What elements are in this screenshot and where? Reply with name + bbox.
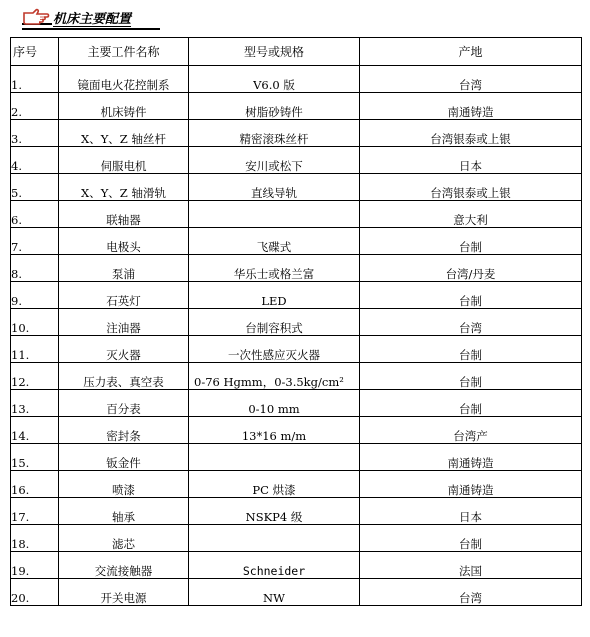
cell-origin: 台湾/丹麦 xyxy=(360,255,582,282)
cell-origin: 日本 xyxy=(360,498,582,525)
cell-no: 19. xyxy=(11,552,59,579)
header-origin: 产地 xyxy=(360,38,582,66)
cell-model: LED xyxy=(189,282,360,309)
cell-part-name: 电极头 xyxy=(59,228,189,255)
table-row xyxy=(11,282,582,309)
table-header-row xyxy=(11,38,582,66)
cell-no: 9. xyxy=(11,282,59,309)
cell-origin: 台制 xyxy=(360,363,582,390)
cell-no: 13. xyxy=(11,390,59,417)
heading-underline xyxy=(22,28,160,30)
table-row xyxy=(11,201,582,228)
cell-origin: 台湾银泰或上银 xyxy=(360,174,582,201)
cell-origin: 南通铸造 xyxy=(360,444,582,471)
cell-model: 树脂砂铸件 xyxy=(189,93,360,120)
cell-origin: 台湾产 xyxy=(360,417,582,444)
cell-no: 5. xyxy=(11,174,59,201)
table-row xyxy=(11,444,582,471)
cell-origin: 台制 xyxy=(360,282,582,309)
cell-model: 0-10 mm xyxy=(189,390,360,417)
cell-origin: 南通铸造 xyxy=(360,93,582,120)
cell-origin: 台制 xyxy=(360,336,582,363)
cell-no: 18. xyxy=(11,525,59,552)
cell-part-name: 滤芯 xyxy=(59,525,189,552)
cell-origin: 台湾 xyxy=(360,309,582,336)
table-row xyxy=(11,363,582,390)
cell-no: 16. xyxy=(11,471,59,498)
table-row xyxy=(11,147,582,174)
cell-no: 11. xyxy=(11,336,59,363)
cell-model: PC 烘漆 xyxy=(189,471,360,498)
header-part-name: 主要工件名称 xyxy=(59,38,189,66)
cell-no: 20. xyxy=(11,579,59,606)
cell-no: 2. xyxy=(11,93,59,120)
cell-part-name: 镜面电火花控制系 xyxy=(59,66,189,93)
cell-part-name: 开关电源 xyxy=(59,579,189,606)
cell-origin: 台制 xyxy=(360,228,582,255)
cell-part-name: 交流接触器 xyxy=(59,552,189,579)
cell-model: 飞碟式 xyxy=(189,228,360,255)
table-row xyxy=(11,417,582,444)
cell-part-name: 伺服电机 xyxy=(59,147,189,174)
cell-model xyxy=(189,444,360,471)
table-row xyxy=(11,309,582,336)
cell-part-name: 压力表、真空表 xyxy=(59,363,189,390)
cell-part-name: 注油器 xyxy=(59,309,189,336)
cell-no: 7. xyxy=(11,228,59,255)
cell-model: V6.0 版 xyxy=(189,66,360,93)
cell-part-name: 灭火器 xyxy=(59,336,189,363)
cell-origin: 南通铸造 xyxy=(360,471,582,498)
cell-origin: 台制 xyxy=(360,390,582,417)
cell-model: 一次性感应灭火器 xyxy=(189,336,360,363)
cell-part-name: 密封条 xyxy=(59,417,189,444)
cell-part-name: 泵浦 xyxy=(59,255,189,282)
table-row xyxy=(11,552,582,579)
cell-origin: 法国 xyxy=(360,552,582,579)
cell-model xyxy=(189,201,360,228)
cell-origin: 台湾 xyxy=(360,579,582,606)
cell-no: 12. xyxy=(11,363,59,390)
table-row xyxy=(11,390,582,417)
cell-no: 10. xyxy=(11,309,59,336)
cell-model: NSKP4 级 xyxy=(189,498,360,525)
table-row xyxy=(11,120,582,147)
table-row xyxy=(11,579,582,606)
page-title: 机床主要配置 xyxy=(53,11,132,27)
cell-no: 1. xyxy=(11,66,59,93)
cell-no: 4. xyxy=(11,147,59,174)
cell-part-name: 喷漆 xyxy=(59,471,189,498)
cell-no: 6. xyxy=(11,201,59,228)
table-row xyxy=(11,471,582,498)
cell-model: 直线导轨 xyxy=(189,174,360,201)
cell-origin: 日本 xyxy=(360,147,582,174)
spec-table xyxy=(10,37,582,606)
cell-no: 3. xyxy=(11,120,59,147)
cell-origin: 台湾银泰或上银 xyxy=(360,120,582,147)
cell-model: 台制容积式 xyxy=(189,309,360,336)
cell-part-name: 石英灯 xyxy=(59,282,189,309)
section-heading xyxy=(22,6,131,28)
cell-part-name: X、Y、Z 轴丝杆 xyxy=(59,120,189,147)
cell-model: 13*16 m/m xyxy=(189,417,360,444)
cell-model: 安川或松下 xyxy=(189,147,360,174)
cell-origin: 意大利 xyxy=(360,201,582,228)
table-row xyxy=(11,336,582,363)
cell-model: 华乐士或格兰富 xyxy=(189,255,360,282)
table-row xyxy=(11,498,582,525)
table-row xyxy=(11,93,582,120)
table-row xyxy=(11,66,582,93)
cell-no: 15. xyxy=(11,444,59,471)
cell-part-name: 轴承 xyxy=(59,498,189,525)
table-row xyxy=(11,174,582,201)
header-no: 序号 xyxy=(11,38,59,66)
header-model: 型号或规格 xyxy=(189,38,360,66)
cell-no: 8. xyxy=(11,255,59,282)
cell-part-name: 百分表 xyxy=(59,390,189,417)
cell-part-name: X、Y、Z 轴滑轨 xyxy=(59,174,189,201)
cell-model: NW xyxy=(189,579,360,606)
cell-part-name: 机床铸件 xyxy=(59,93,189,120)
table-row xyxy=(11,525,582,552)
cell-origin: 台制 xyxy=(360,525,582,552)
cell-part-name: 联轴器 xyxy=(59,201,189,228)
table-row xyxy=(11,255,582,282)
cell-model xyxy=(189,525,360,552)
pointing-hand-icon xyxy=(22,7,52,27)
cell-model: Schneider xyxy=(189,552,360,579)
cell-no: 14. xyxy=(11,417,59,444)
cell-origin: 台湾 xyxy=(360,66,582,93)
cell-model: 精密滚珠丝杆 xyxy=(189,120,360,147)
cell-part-name: 钣金件 xyxy=(59,444,189,471)
cell-model: 0-76 Hgmm，0-3.5kg/cm² xyxy=(189,363,360,390)
cell-no: 17. xyxy=(11,498,59,525)
table-row xyxy=(11,228,582,255)
